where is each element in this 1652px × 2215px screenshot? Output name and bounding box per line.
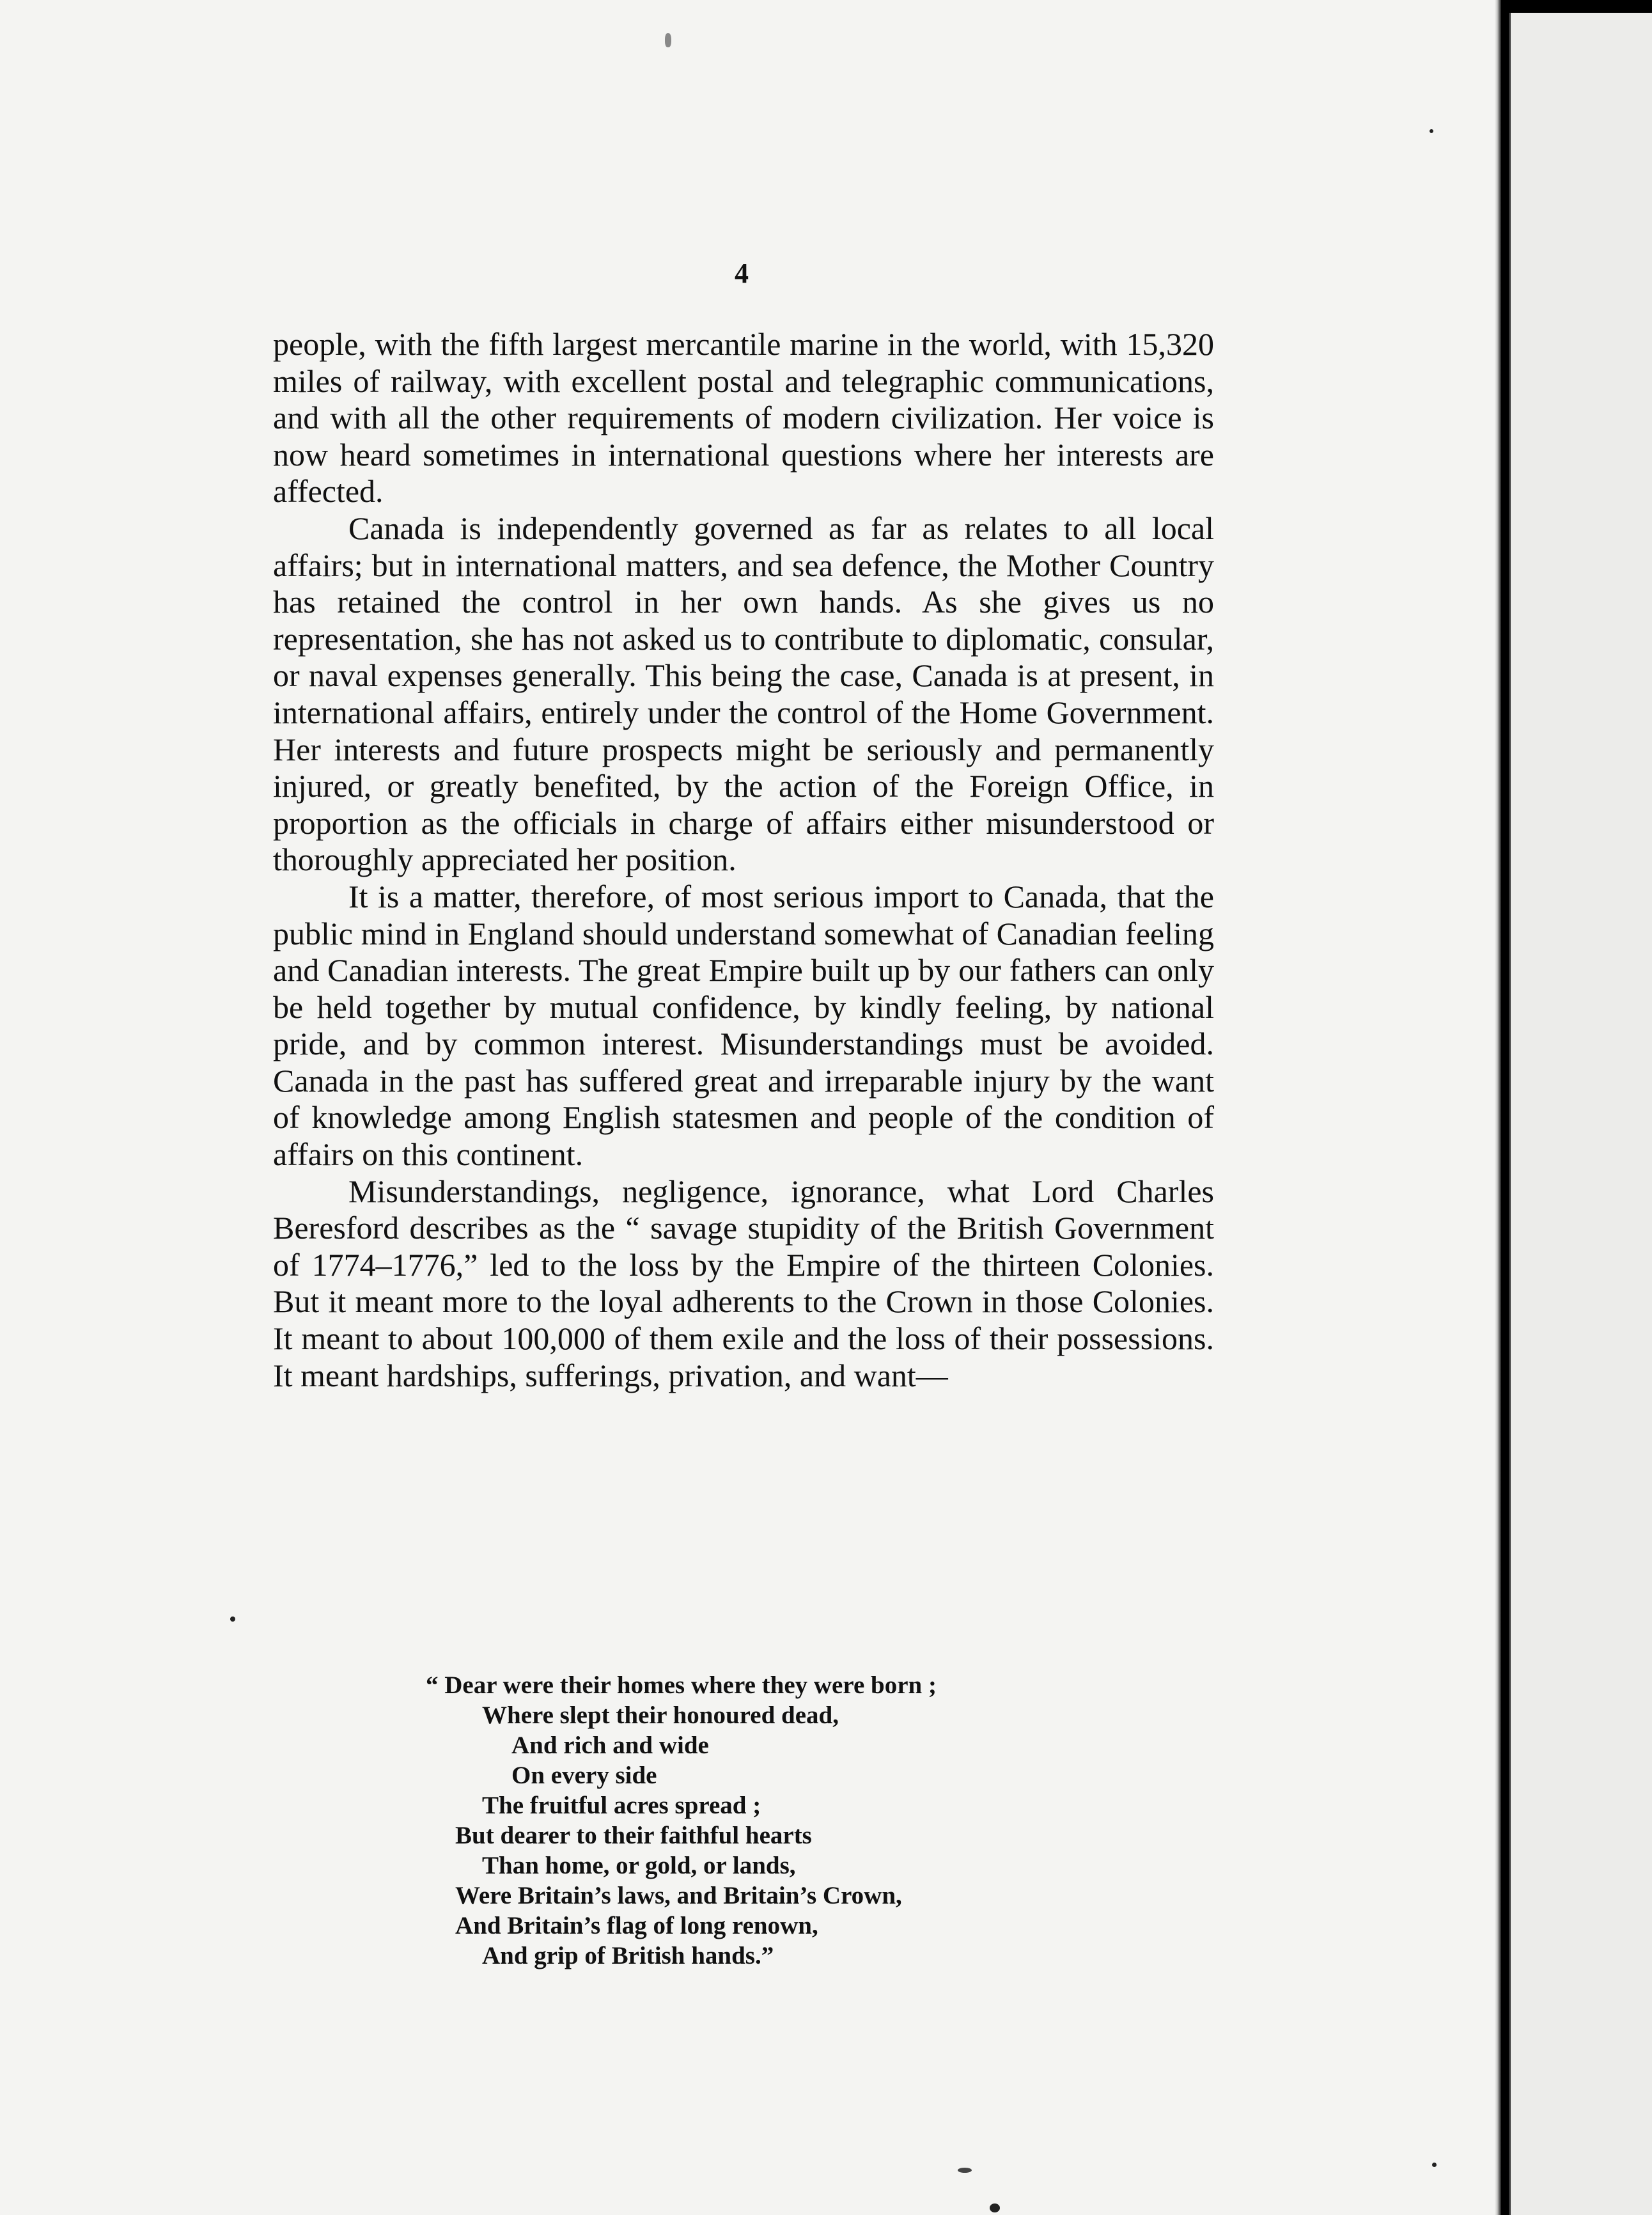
paragraph-serious-import: It is a matter, therefore, of most serious import to Canada, that the public mind in England should understand somewhat of Canadian feeling and Canadian interests. The great Empire built up by our fathers can only be held together by mutual confidence, by kindly feeling, by national pride, and by common interest. Misunderstandings must be avoided. Canada in the past has suffered great and irreparable injury by the want of knowledge among English statesmen and people of the condition of affairs on this continent. <box>273 878 1214 1173</box>
poem-line: Than home, or gold, or lands, <box>482 1852 796 1879</box>
page-number: 4 <box>735 258 749 289</box>
scan-speck <box>665 33 671 47</box>
poem-line: And Britain’s flag of long renown, <box>455 1912 818 1939</box>
paragraph-continued: people, with the fifth largest mercantile marine in the world, with 15,320 miles of railway, with excellent postal and telegraphic communications, and with all the other requirements of modern civilization. Her voice is now heard sometimes in international questions where her interests are affected. <box>273 326 1214 510</box>
poem-line: The fruitful acres spread ; <box>482 1792 761 1819</box>
poem-line: Were Britain’s laws, and Britain’s Crown, <box>455 1882 902 1909</box>
scan-speck <box>990 2203 1000 2212</box>
paragraph-canada-governed: Canada is independently governed as far as relates to all local affairs; but in international matters, and sea defence, the Mother Country has retained the control in her own hands. As she gives us no representation, she has not asked us to contribute to diplomatic, consular, or naval expenses generally. This being the case, Canada is at present, in international affairs, entirely under the control of the Home Government. Her interests and future prospects might be seriously and permanently injured, or greatly benefited, by the action of the Foreign Office, in proportion as the officials in charge of affairs either misunderstood or thoroughly appreciated her position. <box>273 510 1214 878</box>
scan-speck <box>1432 2163 1437 2167</box>
poem-line: “ Dear were their homes where they were born ; <box>426 1671 937 1699</box>
facing-page <box>1509 13 1652 2215</box>
poem-line: And grip of British hands.” <box>482 1942 774 1969</box>
poem-line: On every side <box>511 1762 657 1789</box>
scan-speck <box>230 1616 235 1622</box>
scan-speck <box>1430 129 1433 133</box>
poem-line: Where slept their honoured dead, <box>482 1702 839 1729</box>
body-text <box>273 326 1214 1394</box>
poem-line: And rich and wide <box>511 1732 709 1759</box>
poem-quotation <box>426 1670 1052 1971</box>
page-edge-shadow <box>1495 0 1501 2215</box>
scan-speck <box>958 2168 972 2173</box>
poem-line: But dearer to their faithful hearts <box>455 1822 812 1849</box>
paragraph-misunderstandings: Misunderstandings, negligence, ignorance, what Lord Charles Beresford describes as the “ savage stupidity of the British Government of 1774–1776,” led to the loss by the Empire of the thirteen Colonies. But it meant more to the loyal adherents to the Crown in those Colonies. It meant to about 100,000 of them exile and the loss of their possessions. It meant hardships, sufferings, privation, and want— <box>273 1173 1214 1393</box>
